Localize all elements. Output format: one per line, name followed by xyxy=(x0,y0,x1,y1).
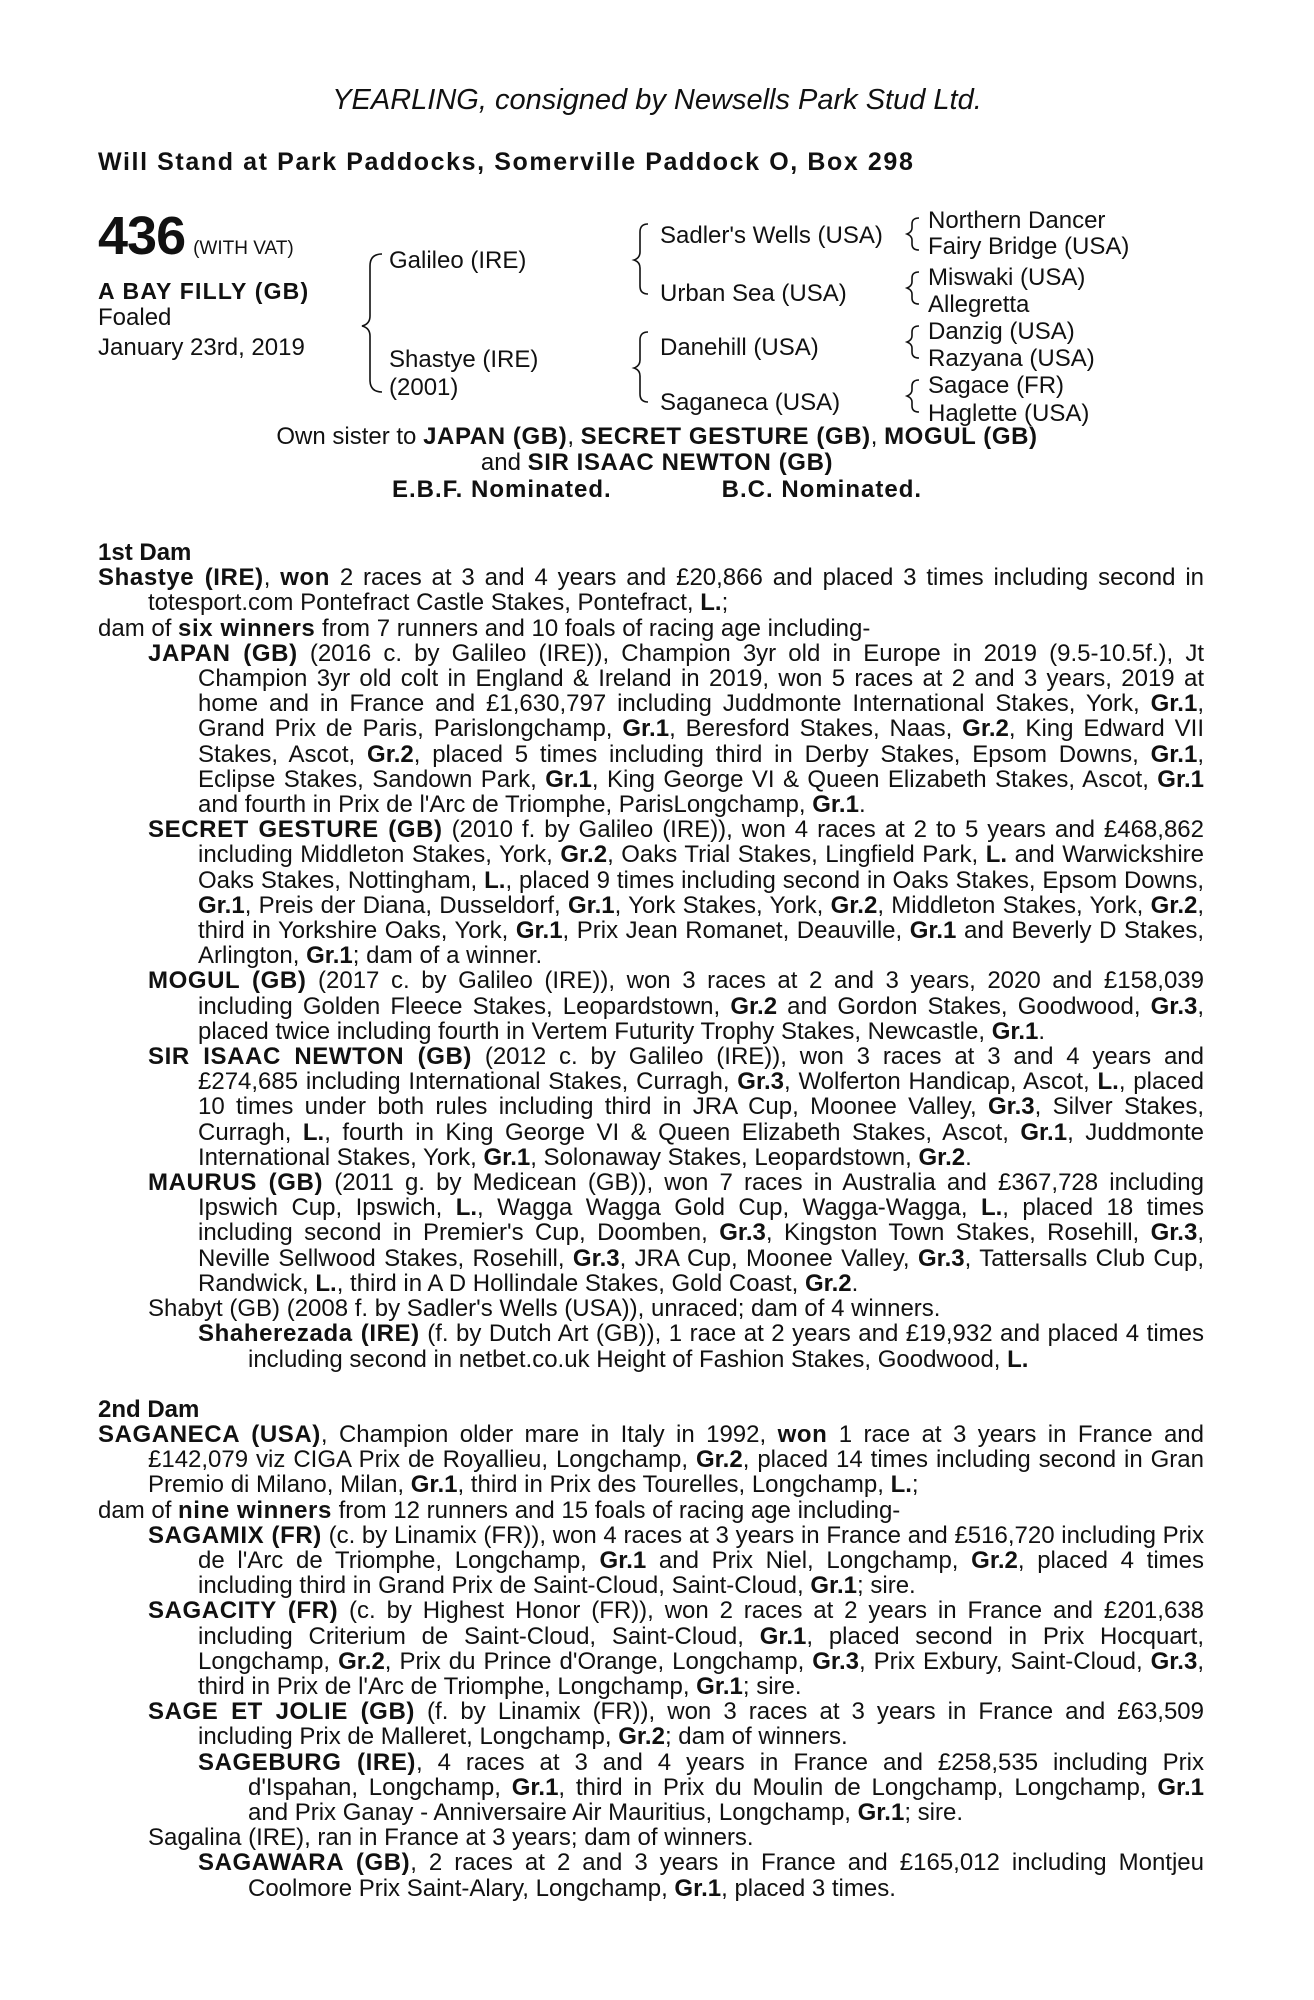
horse-name: A BAY FILLY (GB) xyxy=(98,278,310,304)
produce-sagacity: SAGACITY (FR) (c. by Highest Honor (FR)), won 2 races at 2 years in France and £201,638 including Criterium de Saint-Cloud, Saint-Cloud, Gr.1, placed second in Prix Hocquart, Longchamp, Gr.2, Prix du Prince d'Orange, Longchamp, Gr.3, Prix Exbury, Saint-Cloud, Gr.3, third in Prix de l'Arc de Triomphe, Longchamp, Gr.1; sire. xyxy=(148,1597,1205,1700)
sibling-mogul: MOGUL (GB) xyxy=(884,423,1038,450)
grandproduce-sageburg: SAGEBURG (IRE), 4 races at 3 and 4 years in France and £258,535 including Prix d'Ispahan, Longchamp, Gr.1, third in Prix du Moulin de Longchamp, Longchamp, Gr.1 and Prix Ganay - Anniversaire Air Mauritius, Longchamp, Gr.1; sire. xyxy=(198,1748,1205,1826)
produce-sagamix: SAGAMIX (FR) (c. by Linamix (FR)), won 4 races at 3 years in France and £516,720 including Prix de l'Arc de Triomphe, Longchamp, Gr.1 and Prix Niel, Longchamp, Gr.2, placed 4 times including third in Grand Prix de Saint-Cloud, Saint-Cloud, Gr.1; sire. xyxy=(148,1521,1205,1600)
consignor-line: YEARLING, consigned by Newsells Park Stud Ltd. xyxy=(332,84,982,116)
produce-sir-isaac-newton: SIR ISAAC NEWTON (GB) (2012 c. by Galileo (IRE)), won 3 races at 3 and 4 years and £274,685 including International Stakes, Curragh, Gr.3, Wolferton Handicap, Ascot, L., placed 10 times under both rules including third in JRA Cup, Moonee Valley, Gr.3, Silver Stakes, Curragh, L., fourth in King George VI & Queen Elizabeth Stakes, Ascot, Gr.1, Juddmonte International Stakes, York, Gr.1, Solonaway Stakes, Leopardstown, Gr.2. xyxy=(148,1043,1205,1171)
dam-sire-dam: Razyana (USA) xyxy=(928,345,1095,372)
produce-maurus: MAURUS (GB) (2011 g. by Medicean (GB)), won 7 races in Australia and £367,728 including Ipswich Cup, Ipswich, L., Wagga Wagga Gold Cup, Wagga-Wagga, L., placed 18 times including second in Premier's Cup, Doomben, Gr.3, Kingston Town Stakes, Rosehill, Gr.3, Neville Sellwood Stakes, Rosehill, Gr.3, JRA Cup, Moonee Valley, Gr.3, Tattersalls Club Cup, Randwick, L., third in A D Hollindale Stakes, Gold Coast, Gr.2. xyxy=(148,1169,1205,1297)
produce-japan: JAPAN (GB) (2016 c. by Galileo (IRE)), Champion 3yr old in Europe in 2019 (9.5-10.5f.), Jt Champion 3yr old colt in England & Ireland in 2019, won 5 races at 2 and 3 years, 2019 at home and in France and £1,630,797 including Juddmonte International Stakes, York, Gr.1, Grand Prix de Paris, Parislongchamp, Gr.1, Beresford Stakes, Naas, Gr.2, King Edward VII Stakes, Ascot, Gr.2, placed 5 times including third in Derby Stakes, Epsom Downs, Gr.1, Eclipse Stakes, Sandown Park, Gr.1, King George VI & Queen Elizabeth Stakes, Ascot, Gr.1 and fourth in Prix de l'Arc de Triomphe, ParisLongchamp, Gr.1. xyxy=(148,639,1204,819)
produce-sagalina: Sagalina (IRE), ran in France at 3 years; dam of winners. xyxy=(148,1824,754,1852)
dam-dam-sire: Sagace (FR) xyxy=(928,372,1065,399)
sibling-sir-isaac-newton: SIR ISAAC NEWTON (GB) xyxy=(527,449,834,476)
first-dam-entry: Shastye (IRE), won 2 races at 3 and 4 years and £20,866 and placed 3 times including second in totesport.com Pontefract Castle Stakes, Pontefract, L.; xyxy=(98,564,1204,617)
sire-dam-dam: Allegretta xyxy=(928,291,1030,318)
sire: Galileo (IRE) xyxy=(389,247,527,274)
second-dam-heading: 2nd Dam xyxy=(98,1395,200,1423)
dam-sire-sire: Danzig (USA) xyxy=(928,318,1075,345)
sire-sire: Sadler's Wells (USA) xyxy=(660,222,883,249)
catalogue-body xyxy=(98,540,1204,1901)
first-dam-heading: 1st Dam xyxy=(98,539,192,566)
grandproduce-shaherezada: Shaherezada (IRE) (f. by Dutch Art (GB)), 1 race at 2 years and £19,932 and placed 4 times including second in netbet.co.uk Height of Fashion Stakes, Goodwood, L. xyxy=(198,1320,1204,1373)
dam-dam: Saganeca (USA) xyxy=(660,389,841,416)
sire-sire-sire: Northern Dancer xyxy=(928,207,1106,234)
produce-mogul: MOGUL (GB) (2017 c. by Galileo (IRE)), won 3 races at 2 and 3 years, 2020 and £158,039 including Golden Fleece Stakes, Leopardstown, Gr.2 and Gordon Stakes, Goodwood, Gr.3, placed twice including fourth in Vertem Futurity Trophy Stakes, Newcastle, Gr.1. xyxy=(148,967,1205,1045)
nominations xyxy=(0,476,1314,504)
lot-number: 436 xyxy=(98,206,186,266)
ebf-nominated: E.B.F. Nominated. xyxy=(391,476,612,503)
first-dam-produce-summary: dam of six winners from 7 runners and 10 foals of racing age including- xyxy=(98,614,871,642)
sire-dam: Urban Sea (USA) xyxy=(660,280,847,307)
dam-dam-dam: Haglette (USA) xyxy=(928,400,1090,427)
sibling-secret-gesture: SECRET GESTURE (GB) xyxy=(580,423,871,450)
own-sister-and: and xyxy=(480,449,528,476)
bc-nominated: B.C. Nominated. xyxy=(721,476,923,503)
dam: Shastye (IRE) xyxy=(389,346,539,373)
own-sister-prefix: Own sister to xyxy=(276,423,424,450)
stand-location: Will Stand at Park Paddocks, Somerville Paddock O, Box 298 xyxy=(98,148,915,176)
second-dam-produce-summary: dam of nine winners from 12 runners and 15 foals of racing age including- xyxy=(98,1496,901,1524)
produce-shabyt: Shabyt (GB) (2008 f. by Sadler's Wells (USA)), unraced; dam of 4 winners. xyxy=(148,1295,941,1323)
second-dam-entry: SAGANECA (USA), Champion older mare in Italy in 1992, won 1 race at 3 years in France and £142,079 viz CIGA Prix de Royallieu, Longchamp, Gr.2, placed 14 times including second in Gran Premio di Milano, Milan, Gr.1, third in Prix des Tourelles, Longchamp, L.; xyxy=(98,1420,1204,1499)
sibling-japan: JAPAN (GB) xyxy=(423,423,568,450)
dam-sire: Danehill (USA) xyxy=(660,334,819,361)
vat-note: (WITH VAT) xyxy=(193,238,294,259)
produce-secret-gesture: SECRET GESTURE (GB) (2010 f. by Galileo (IRE)), won 4 races at 2 to 5 years and £468,862 including Middleton Stakes, York, Gr.2, Oaks Trial Stakes, Lingfield Park, L. and Warwickshire Oaks Stakes, Nottingham, L., placed 9 times including second in Oaks Stakes, Epsom Downs, Gr.1, Preis der Diana, Dusseldorf, Gr.1, York Stakes, York, Gr.2, Middleton Stakes, York, Gr.2, third in Yorkshire Oaks, York, Gr.1, Prix Jean Romanet, Deauville, Gr.1 and Beverly D Stakes, Arlington, Gr.1; dam of a winner. xyxy=(148,816,1205,970)
pedigree-braces xyxy=(0,0,1314,440)
dam-year: (2001) xyxy=(389,374,459,401)
produce-sage-et-jolie: SAGE ET JOLIE (GB) (f. by Linamix (FR)), won 3 races at 3 years in France and £63,509 including Prix de Malleret, Longchamp, Gr.2; dam of winners. xyxy=(148,1698,1204,1751)
foaled-date: January 23rd, 2019 xyxy=(98,334,305,361)
sire-dam-sire: Miswaki (USA) xyxy=(928,264,1086,291)
sire-sire-dam: Fairy Bridge (USA) xyxy=(928,233,1130,260)
own-sister-note: Own sister to JAPAN (GB), SECRET GESTURE (GB), MOGUL (GB) and SIR ISAAC NEWTON (GB) xyxy=(276,423,1038,476)
grandproduce-sagawara: SAGAWARA (GB), 2 races at 2 and 3 years in France and £165,012 including Montjeu Coolmore Prix Saint-Alary, Longchamp, Gr.1, placed 3 times. xyxy=(198,1849,1204,1902)
foaled-label: Foaled xyxy=(98,304,172,331)
